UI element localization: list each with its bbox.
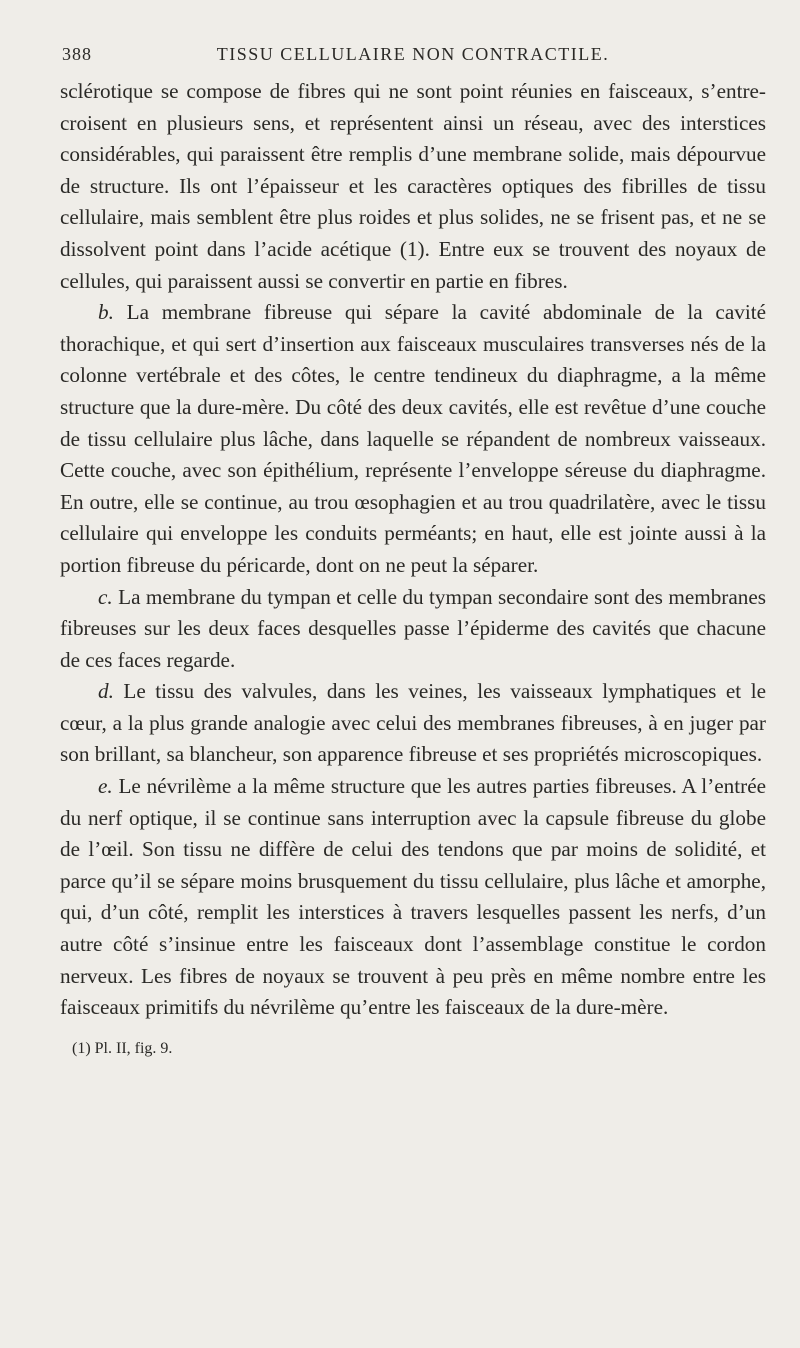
- paragraph-b: [60, 297, 766, 581]
- paragraph-e: [60, 771, 766, 1024]
- paragraph-d: [60, 676, 766, 771]
- paragraph-letter: d.: [98, 679, 114, 704]
- running-title: TISSU CELLULAIRE NON CONTRACTILE.: [216, 44, 610, 64]
- paragraph-letter: b.: [98, 300, 114, 325]
- paragraph-letter: c.: [98, 584, 113, 609]
- page-number: 388: [62, 44, 92, 64]
- footnote: (1) Pl. II, fig. 9.: [72, 1039, 173, 1057]
- paragraph-text: Le tissu des valvules, dans les veines, les vaisseaux lymphatiques et le cœur, a la plus grande analogie avec celui des membranes fibreuses, à en juger par son brillant, sa blancheur, son apparence fibreuse et ses propriétés microscopiques.: [60, 679, 766, 767]
- paragraph-text: La membrane fibreuse qui sépare la cavité abdominale de la cavité thorachique, et qui sert d’insertion aux faisceaux musculaires transverses nés de la colonne vertébrale et des côtes, le centre tendineux du diaphragme, a la même structure que la dure-mère. Du côté des deux cavités, elle est revêtue d’une couche de tissu cellulaire plus lâche, dans laquelle se répandent de nombreux vaisseaux. Cette couche, avec son épithélium, représente l’enveloppe séreuse du diaphragme. En outre, elle se continue, au trou œsophagien et au trou quadrilatère, avec le tissu cellulaire qui enveloppe les conduits perméants; en haut, elle est jointe aussi à la portion fibreuse du péricarde, dont on ne peut la séparer.: [60, 300, 767, 577]
- book-page: [60, 44, 766, 1060]
- paragraph-continuation: [60, 76, 766, 297]
- paragraph-c: [60, 582, 766, 677]
- running-head: [60, 44, 766, 76]
- paragraph-text: La membrane du tympan et celle du tympan secondaire sont des membranes fibreuses sur les deux faces desquelles passe l’épiderme des cavités que chacune de ces faces regarde.: [60, 584, 767, 672]
- paragraph-text: Le névrilème a la même structure que les autres parties fibreuses. A l’entrée du nerf optique, il se continue sans interruption avec la capsule fibreuse du globe de l’œil. Son tissu ne diffère de celui des tendons que par moins de solidité, et parce qu’il se sépare moins brusquement du tissu cellulaire, plus lâche et amorphe, qui, d’un côté, remplit les interstices à travers lesquelles passent les nerfs, d’un autre côté s’insinue entre les faisceaux dont l’assemblage constitue le cordon nerveux. Les fibres de noyaux se trouvent à peu près en même nombre entre les faisceaux primitifs du névrilème qu’entre les faisceaux de la dure-mère.: [60, 774, 766, 1020]
- body-text: [60, 76, 766, 1024]
- paragraph-letter: e.: [98, 774, 113, 799]
- paragraph-text: sclérotique se compose de fibres qui ne sont point réunies en faisceaux, s’entre-croisent en plusieurs sens, et représentent ainsi un réseau, avec des interstices considérables, qui paraissent être remplis d’une membrane solide, mais dépourvue de structure. Ils ont l’épaisseur et les caractères optiques des fibrilles de tissu cellulaire, mais semblent être plus roides et plus solides, ne se frisent pas, et ne se dissolvent point dans l’acide acétique (1). Entre eux se trouvent des noyaux de cellules, qui paraissent aussi se convertir en partie en fibres.: [60, 79, 766, 293]
